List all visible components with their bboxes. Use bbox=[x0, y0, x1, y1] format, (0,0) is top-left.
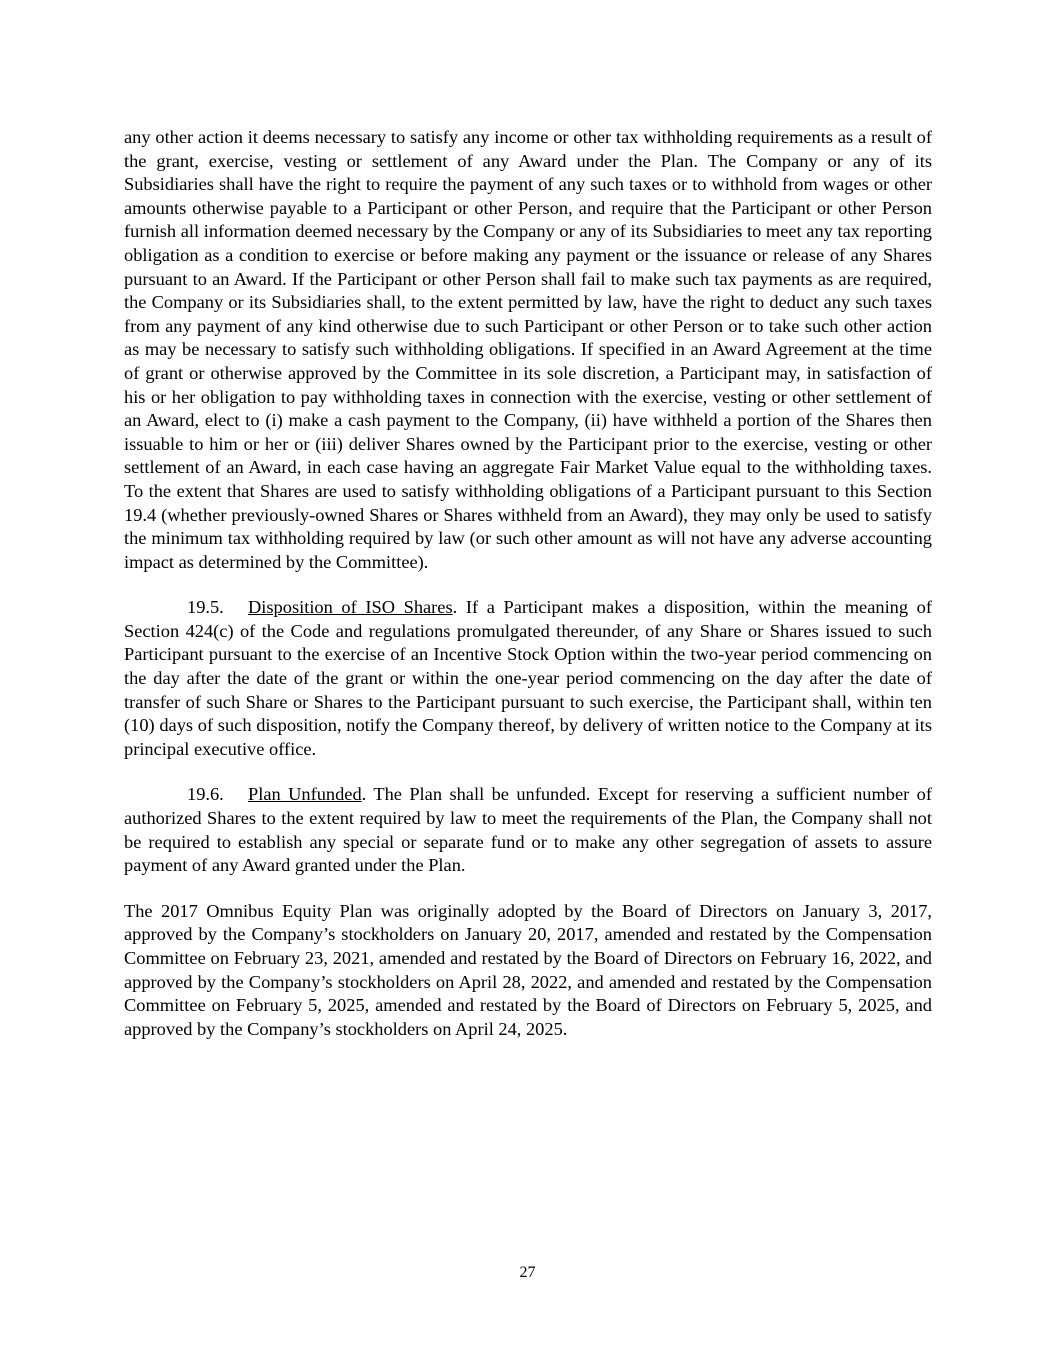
document-body bbox=[124, 126, 932, 1041]
page-number: 27 bbox=[519, 1264, 536, 1281]
section-19-5 bbox=[124, 596, 932, 761]
section-title: Disposition of ISO Shares bbox=[248, 597, 453, 618]
section-number: 19.6. bbox=[187, 784, 224, 805]
section-title: Plan Unfunded bbox=[248, 784, 362, 805]
section-19-6 bbox=[124, 783, 932, 877]
continuation-paragraph: any other action it deems necessary to satisfy any income or other tax withholding requirements as a result of the grant, exercise, vesting or settlement of any Award under the Plan. The Company or any of its Subsidiaries shall have the right to require the payment of any such taxes or to withhold from wages or other amounts otherwise payable to a Participant or other Person, and require that the Participant or other Person furnish all information deemed necessary by the Company or any of its Subsidiaries to meet any tax reporting obligation as a condition to exercise or before making any payment or the issuance or release of any Shares pursuant to an Award. If the Participant or other Person shall fail to make such tax payments as are required, the Company or its Subsidiaries shall, to the extent permitted by law, have the right to deduct any such taxes from any payment of any kind otherwise due to such Participant or other Person or to take such other action as may be necessary to satisfy such withholding obligations. If specified in an Award Agreement at the time of grant or otherwise approved by the Committee in its sole discretion, a Participant may, in satisfaction of his or her obligation to pay withholding taxes in connection with the exercise, vesting or other settlement of an Award, elect to (i) make a cash payment to the Company, (ii) have withheld a portion of the Shares then issuable to him or her or (iii) deliver Shares owned by the Participant prior to the exercise, vesting or other settlement of an Award, in each case having an aggregate Fair Market Value equal to the withholding taxes. To the extent that Shares are used to satisfy withholding obligations of a Participant pursuant to this Section 19.4 (whether previously-owned Shares or Shares withheld from an Award), they may only be used to satisfy the minimum tax withholding required by law (or such other amount as will not have any adverse accounting impact as determined by the Committee). bbox=[124, 127, 932, 572]
plan-history-paragraph: The 2017 Omnibus Equity Plan was originally adopted by the Board of Directors on January 3, 2017, approved by the Company’s stockholders on January 20, 2017, amended and restated by the Compensation Committee on February 23, 2021, amended and restated by the Board of Directors on February 16, 2022, and approved by the Company’s stockholders on April 28, 2022, and amended and restated by the Compensation Committee on February 5, 2025, amended and restated by the Board of Directors on February 5, 2025, and approved by the Company’s stockholders on April 24, 2025. bbox=[124, 900, 932, 1039]
section-text: . The Plan shall be unfunded. Except for reserving a sufficient number of authorized Shares to the extent required by law to meet the requirements of the Plan, the Company shall not be required to establish any special or separate fund or to make any other segregation of assets to assure payment of any Award granted under the Plan. bbox=[124, 784, 932, 876]
section-number: 19.5. bbox=[187, 597, 224, 618]
section-text: . If a Participant makes a disposition, within the meaning of Section 424(c) of the Code and regulations promulgated thereunder, of any Share or Shares issued to such Participant pursuant to the exercise of an Incentive Stock Option within the two-year period commencing on the day after the date of the grant or within the one-year period commencing on the day after the date of transfer of such Share or Shares to the Participant pursuant to such exercise, the Participant shall, within ten (10) days of such disposition, notify the Company thereof, by delivery of written notice to the Company at its principal executive office. bbox=[124, 597, 932, 759]
